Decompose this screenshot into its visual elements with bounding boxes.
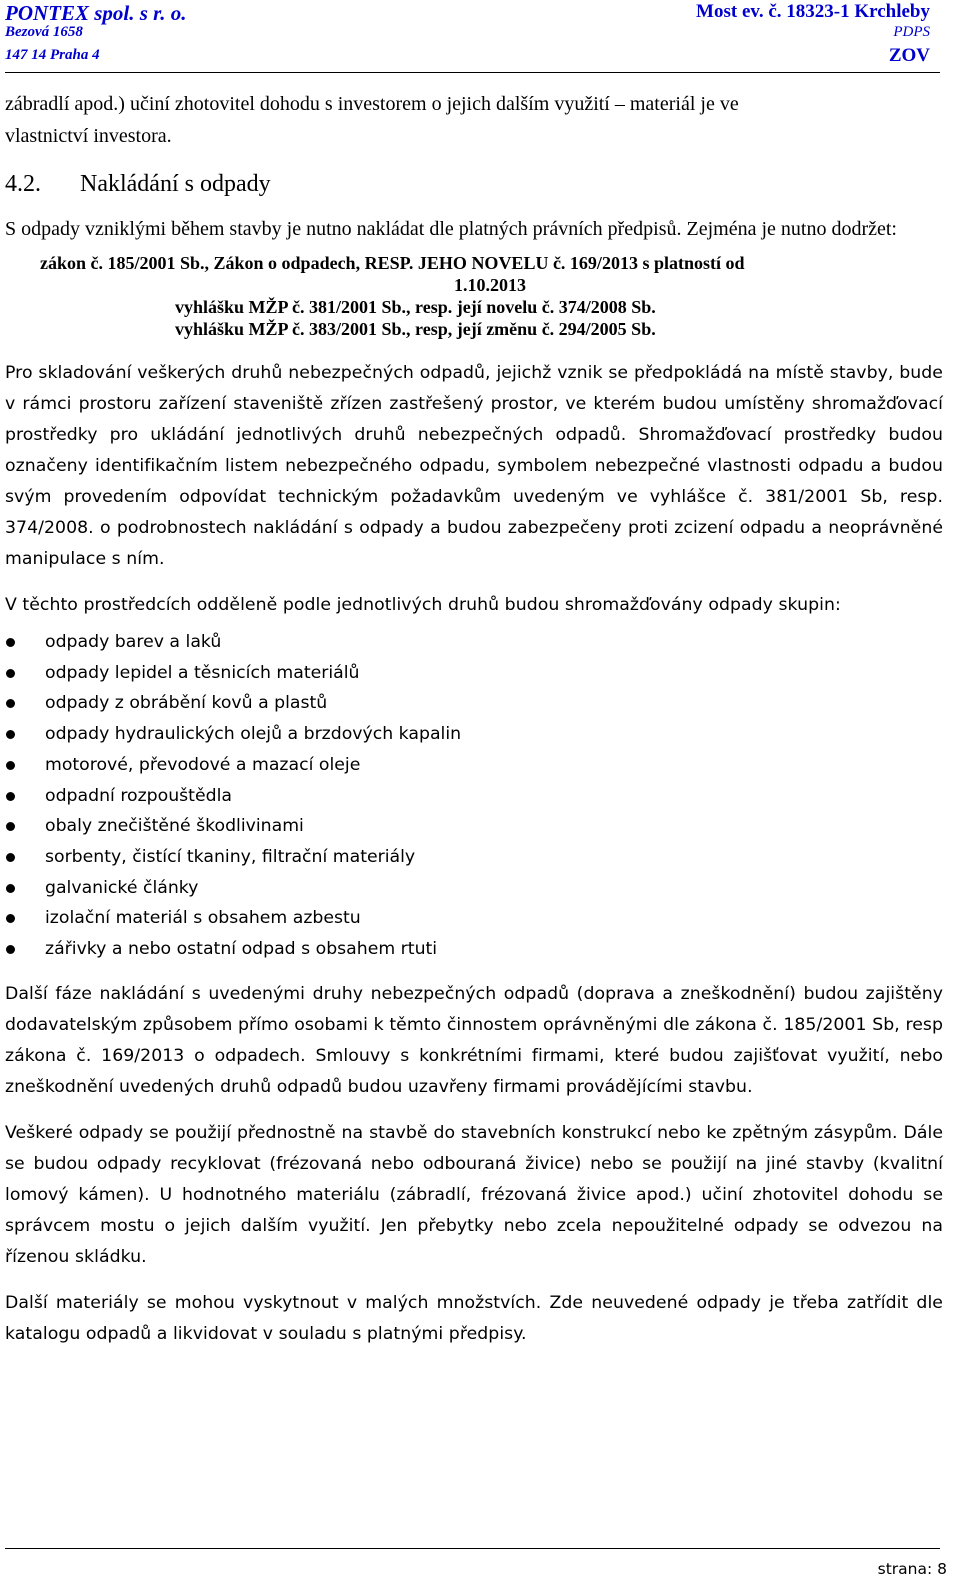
list-item: izolační materiál s obsahem azbestu (5, 903, 943, 934)
document-body (5, 88, 943, 1350)
other-materials-paragraph: Další materiály se mohou vyskytnout v malých množstvích. Zde neuvedené odpady je třeba zatřídit dle katalogu odpadů a likvidovat v souladu s platnými předpisy. (5, 1292, 943, 1344)
section-heading (5, 171, 943, 198)
law-item-1-continuation: 1.10.2013 (454, 275, 526, 295)
intro-line-2: vlastnictví investora. (5, 125, 172, 147)
page-header (0, 0, 960, 88)
section-title: Nakládání s odpady (80, 171, 271, 197)
waste-groups-list (5, 627, 943, 965)
list-item: zářivky a nebo ostatní odpad s obsahem rtuti (5, 934, 943, 965)
further-phase-paragraph: Další fáze nakládání s uvedenými druhy nebezpečných odpadů (doprava a zneškodnění) budou zajištěny dodavatelským způsobem přímo osobami k těmto činnostem oprávněnými dle zákona č. 185/2001 Sb, resp zákona č. 169/2013 o odpadech. Smlouvy s konkrétními firmami, které budou zajišťovat využití, nebo zneškodnění uvedených druhů odpadů budou uzavřeny firmami provádějícími stavbu. (5, 983, 943, 1097)
list-item: motorové, převodové a mazací oleje (5, 750, 943, 781)
list-item: odpady z obrábění kovů a plastů (5, 688, 943, 719)
footer-divider (5, 1548, 940, 1549)
list-item: odpady lepidel a těsnicích materiálů (5, 658, 943, 689)
law-item-3: vyhlášku MŽP č. 383/2001 Sb., resp, její změnu č. 294/2005 Sb. (175, 319, 656, 339)
list-item: odpady barev a laků (5, 627, 943, 658)
reuse-paragraph: Veškeré odpady se použijí přednostně na stavbě do stavebních konstrukcí nebo ke zpětným zásypům. Dále se budou odpady recyklovat (frézovaná nebo odbouraná živice) nebo se použijí na jiné stavby (kvalitní lomový kámen). U hodnotného materiálu (zábradlí, frézovaná živice apod.) učiní zhotovitel dohodu se správcem mostu o jejich dalším využití. Jen přebytky nebo zcela nepoužitelné odpady se odvezou na řízenou skládku. (5, 1122, 943, 1267)
project-stage: PDPS (893, 24, 930, 40)
law-item-1: zákon č. 185/2001 Sb., Zákon o odpadech, RESP. JEHO NOVELU č. 169/2013 s platností od (40, 253, 745, 273)
company-address-street: Bezová 1658 (5, 24, 83, 40)
page-number: strana: 8 (877, 1560, 947, 1578)
intro-line-1: zábradlí apod.) učiní zhotovitel dohodu s investorem o jejich dalším využití – materiál je ve (5, 93, 739, 115)
header-divider (5, 72, 940, 73)
waste-intro: S odpady vzniklými během stavby je nutno nakládat dle platných právních předpisů. Zejména je nutno dodržet: (5, 218, 897, 240)
list-item: odpadní rozpouštědla (5, 781, 943, 812)
company-address-city: 147 14 Praha 4 (5, 47, 100, 63)
groups-paragraph: V těchto prostředcích odděleně podle jednotlivých druhů budou shromažďovány odpady skupin: (5, 595, 841, 615)
document-section-code: ZOV (888, 45, 930, 66)
list-item: odpady hydraulických olejů a brzdových kapalin (5, 719, 943, 750)
laws-list (5, 252, 943, 340)
list-item: obaly znečištěné škodlivinami (5, 811, 943, 842)
section-number: 4.2. (5, 171, 41, 197)
company-name: PONTEX spol. s r. o. (5, 1, 187, 25)
law-item-2: vyhlášku MŽP č. 381/2001 Sb., resp. její novelu č. 374/2008 Sb. (175, 297, 656, 317)
storage-paragraph: Pro skladování veškerých druhů nebezpečných odpadů, jejichž vznik se předpokládá na místě stavby, bude v rámci prostoru zařízení staveniště zřízen zastřešený prostor, ve kterém budou umístěny shromažďovací prostředky pro ukládání jednotlivých druhů nebezpečných odpadů. Shromažďovací prostředky budou označeny identifikačním listem nebezpečného odpadu, symbolem nebezpečné vlastnosti odpadu a budou svým provedením odpovídat technickým požadavkům uvedeným ve vyhlášce č. 381/2001 Sb, resp. 374/2008. o podrobnostech nakládání s odpady a budou zabezpečeny proti zcizení odpadu a neoprávněné manipulace s ním. (5, 363, 943, 569)
list-item: sorbenty, čistící tkaniny, filtrační materiály (5, 842, 943, 873)
project-name: Most ev. č. 18323-1 Krchleby (696, 1, 930, 22)
list-item: galvanické články (5, 873, 943, 904)
